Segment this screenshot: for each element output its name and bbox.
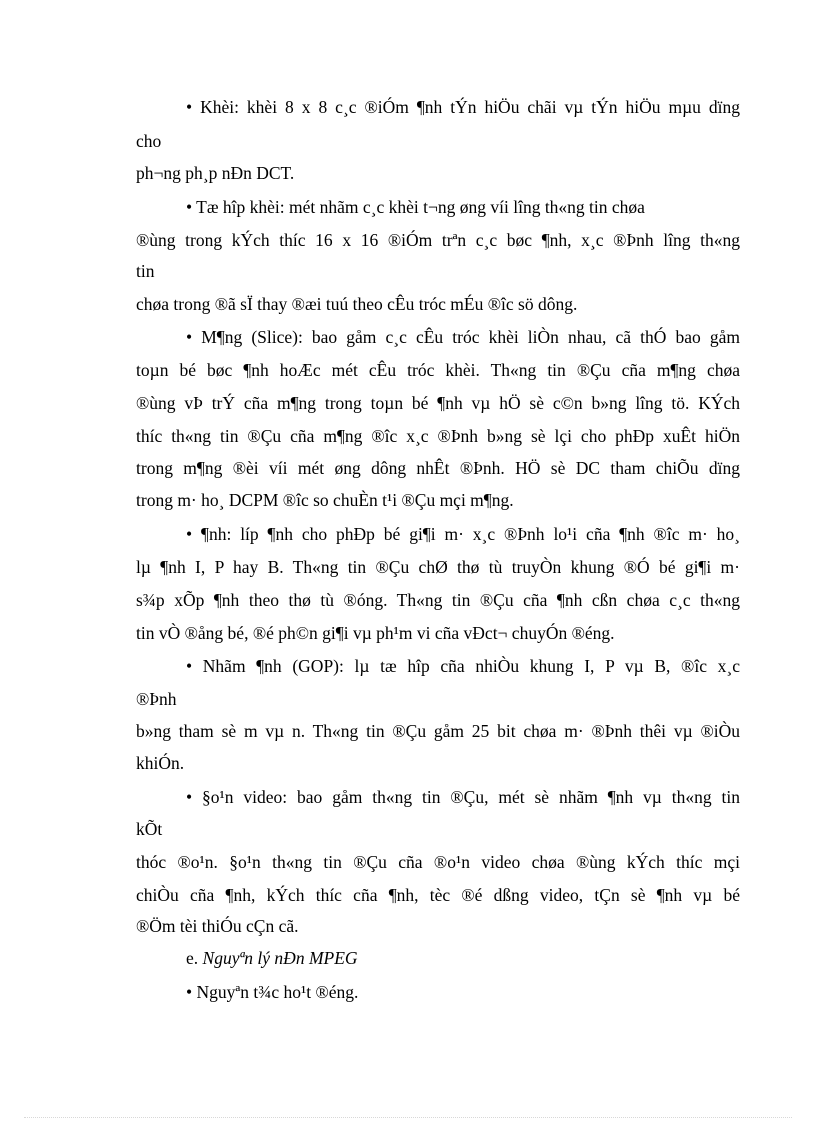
paragraph-doan-video-line-2: kÕt: [136, 819, 163, 839]
paragraph-to-hop-khoi-line-3: tin: [136, 261, 155, 281]
paragraph-mang-line-6: trong m· ho¸ DCPM ®îc so chuÈn t¹i ®Çu mçi m¶ng.: [136, 490, 514, 510]
paragraph-mang-line-4: thíc th«ng tin ®Çu cña m¶ng ®îc x¸c ®Þnh b»ng sè lçi cho phÐp xuÊt hiÖn: [136, 426, 740, 446]
paragraph-anh-line-3: s¾p xÕp ¶nh theo thø tù ®óng. Th«ng tin ®Çu cña ¶nh cßn chøa c¸c th«ng: [136, 590, 740, 610]
paragraph-to-hop-khoi-line-4: chøa trong ®ã sÏ thay ®æi tuú theo cÊu tróc mÉu ®îc sö dông.: [136, 294, 578, 314]
paragraph-anh-line-4: tin vÒ ®ång bé, ®é ph©n gi¶i vµ ph¹m vi cña vÐct¬ chuyÓn ®éng.: [136, 623, 615, 643]
paragraph-anh-line-2: lµ ¶nh I, P hay B. Th«ng tin ®Çu chØ thø tù truyÒn khung ®Ó bé gi¶i m·: [136, 557, 740, 577]
paragraph-doan-video-line-3: thóc ®o¹n. §o¹n th«ng tin ®Çu cña ®o¹n video chøa ®ùng kÝch thíc mçi: [136, 852, 740, 872]
paragraph-gop-line-1: • Nhãm ¶nh (GOP): lµ tæ hîp cña nhiÒu khung I, P vµ B, ®îc x¸c: [186, 656, 740, 676]
paragraph-to-hop-khoi-line-1: • Tæ hîp khèi: mét nhãm c¸c khèi t¬ng øng víi lîng th«ng tin chøa: [186, 197, 645, 217]
paragraph-to-hop-khoi-line-2: ®ùng trong kÝch thíc 16 x 16 ®iÓm trªn c¸c bøc ¶nh, x¸c ®Þnh lîng th«ng: [136, 230, 740, 250]
section-label: e.: [186, 948, 199, 968]
paragraph-mang-line-1: • M¶ng (Slice): bao gåm c¸c cÊu tróc khèi liÒn nhau, cã thÓ bao gåm: [186, 327, 740, 347]
section-title: Nguyªn lý nÐn MPEG: [202, 948, 358, 968]
page-bottom-rule: [24, 1117, 792, 1118]
paragraph-khoi-line-3: ph¬ng ph¸p nÐn DCT.: [136, 163, 295, 183]
paragraph-anh-line-1: • ¶nh: líp ¶nh cho phÐp bé gi¶i m· x¸c ®Þnh lo¹i cña ¶nh ®îc m· ho¸: [186, 524, 740, 544]
paragraph-khoi-line-2: cho: [136, 131, 162, 151]
paragraph-gop-line-3: b»ng tham sè m vµ n. Th«ng tin ®Çu gåm 25 bit chøa m· ®Þnh thêi vµ ®iÒu: [136, 721, 740, 741]
paragraph-doan-video-line-4: chiÒu cña ¶nh, kÝch thíc cña ¶nh, tèc ®é dßng video, tÇn sè ¶nh vµ bé: [136, 885, 740, 905]
paragraph-gop-line-2: ®Þnh: [136, 689, 177, 709]
paragraph-doan-video-line-5: ®Öm tèi thiÓu cÇn cã.: [136, 916, 299, 936]
paragraph-gop-line-4: khiÓn.: [136, 753, 185, 773]
paragraph-khoi-line-1: • Khèi: khèi 8 x 8 c¸c ®iÓm ¶nh tÝn hiÖu chãi vµ tÝn hiÖu mµu dïng: [186, 97, 740, 117]
bullet-nguyen-tac: • Nguyªn t¾c ho¹t ®éng.: [186, 982, 359, 1002]
section-heading-e: [186, 947, 740, 969]
paragraph-mang-line-5: trong m¶ng ®èi víi mét øng dông nhÊt ®Þnh. HÖ sè DC tham chiÕu dïng: [136, 458, 740, 478]
paragraph-mang-line-2: toµn bé bøc ¶nh hoÆc mét cÊu tróc khèi. Th«ng tin ®Çu cña m¶ng chøa: [136, 360, 740, 380]
paragraph-mang-line-3: ®ùng vÞ trÝ cña m¶ng trong toµn bé ¶nh vµ hÖ sè c©n b»ng lîng tö. KÝch: [136, 393, 740, 413]
paragraph-doan-video-line-1: • §o¹n video: bao gåm th«ng tin ®Çu, mét sè nhãm ¶nh vµ th«ng tin: [186, 787, 740, 807]
